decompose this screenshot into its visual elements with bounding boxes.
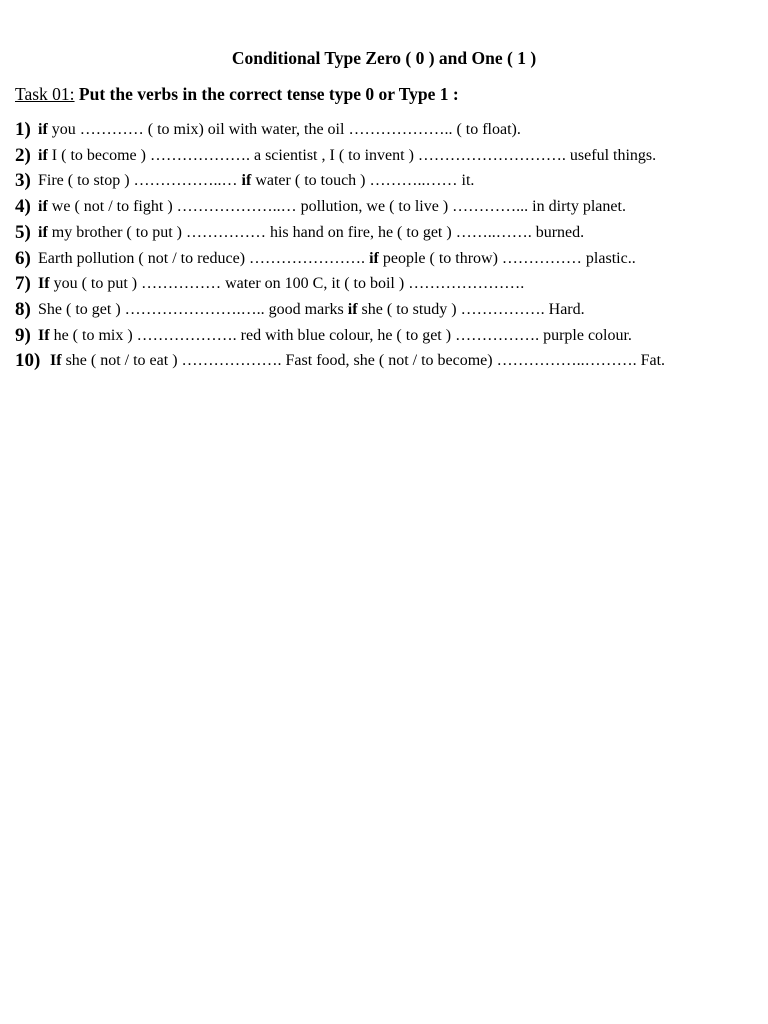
item-number: 4): [15, 196, 31, 218]
item-text: you ………… ( to mix) oil with water, the oil ……………….. ( to float).: [47, 121, 521, 138]
item-number: 10): [15, 350, 41, 372]
exercise-item-8: [15, 297, 753, 323]
item-text: we ( not / to fight ) ………………..… pollution, we ( to live ) …………... in dirty planet.: [47, 198, 626, 216]
item-keyword: If: [38, 275, 50, 293]
exercise-item-6: [15, 246, 753, 272]
item-text: she ( not / to eat ) ………………. Fast food, she ( not / to become) ……………..………. Fat.: [61, 352, 666, 370]
exercise-item-10: [15, 349, 753, 372]
item-text: you ( to put ) …………… water on 100 C, it ( to boil ) ………………….: [49, 275, 525, 293]
item-text-lead: Earth pollution ( not / to reduce) ………………….: [38, 249, 370, 267]
item-number: 3): [15, 170, 31, 192]
item-text-lead: She ( to get ) ………………….….. good marks: [38, 300, 348, 318]
item-keyword: if: [347, 300, 358, 318]
item-keyword: if: [369, 249, 379, 267]
item-keyword: If: [38, 326, 50, 344]
item-number: 2): [15, 144, 31, 166]
item-text: my brother ( to put ) …………… his hand on fire, he ( to get ) ……..……. burned.: [47, 223, 585, 241]
item-keyword: If: [50, 352, 62, 370]
item-text-lead: Fire ( to stop ) ……………..…: [38, 172, 242, 190]
item-keyword: if: [38, 198, 48, 216]
item-text: people ( to throw) …………… plastic..: [378, 249, 636, 267]
exercise-item-4: [15, 194, 753, 220]
item-number: 9): [15, 324, 31, 346]
item-keyword: if: [241, 172, 252, 190]
exercise-list: [15, 117, 753, 372]
item-keyword: if: [38, 146, 48, 164]
item-number: 7): [15, 273, 31, 295]
item-keyword: if: [38, 223, 48, 241]
task-instruction: Put the verbs in the correct tense type 0 or Type 1 :: [74, 84, 459, 104]
exercise-item-9: [15, 323, 753, 349]
item-number: 5): [15, 221, 31, 243]
exercise-item-2: [15, 143, 753, 169]
task-label: Task 01:: [15, 84, 75, 104]
item-text: I ( to become ) ………………. a scientist , I ( to invent ) ………………………. useful things.: [47, 146, 657, 164]
task-heading: [15, 83, 459, 105]
exercise-item-1: [15, 117, 753, 143]
exercise-item-5: [15, 220, 753, 246]
page-title: Conditional Type Zero ( 0 ) and One ( 1 ): [231, 48, 537, 68]
item-keyword: if: [38, 121, 48, 138]
item-text: he ( to mix ) ………………. red with blue colour, he ( to get ) ……………. purple colour.: [49, 326, 632, 344]
item-text: she ( to study ) ……………. Hard.: [357, 300, 585, 318]
exercise-item-3: [15, 168, 753, 194]
item-number: 1): [15, 119, 31, 140]
item-text: water ( to touch ) ………..…… it.: [251, 172, 475, 190]
exercise-item-7: [15, 271, 753, 297]
item-number: 6): [15, 247, 31, 269]
item-number: 8): [15, 298, 31, 320]
